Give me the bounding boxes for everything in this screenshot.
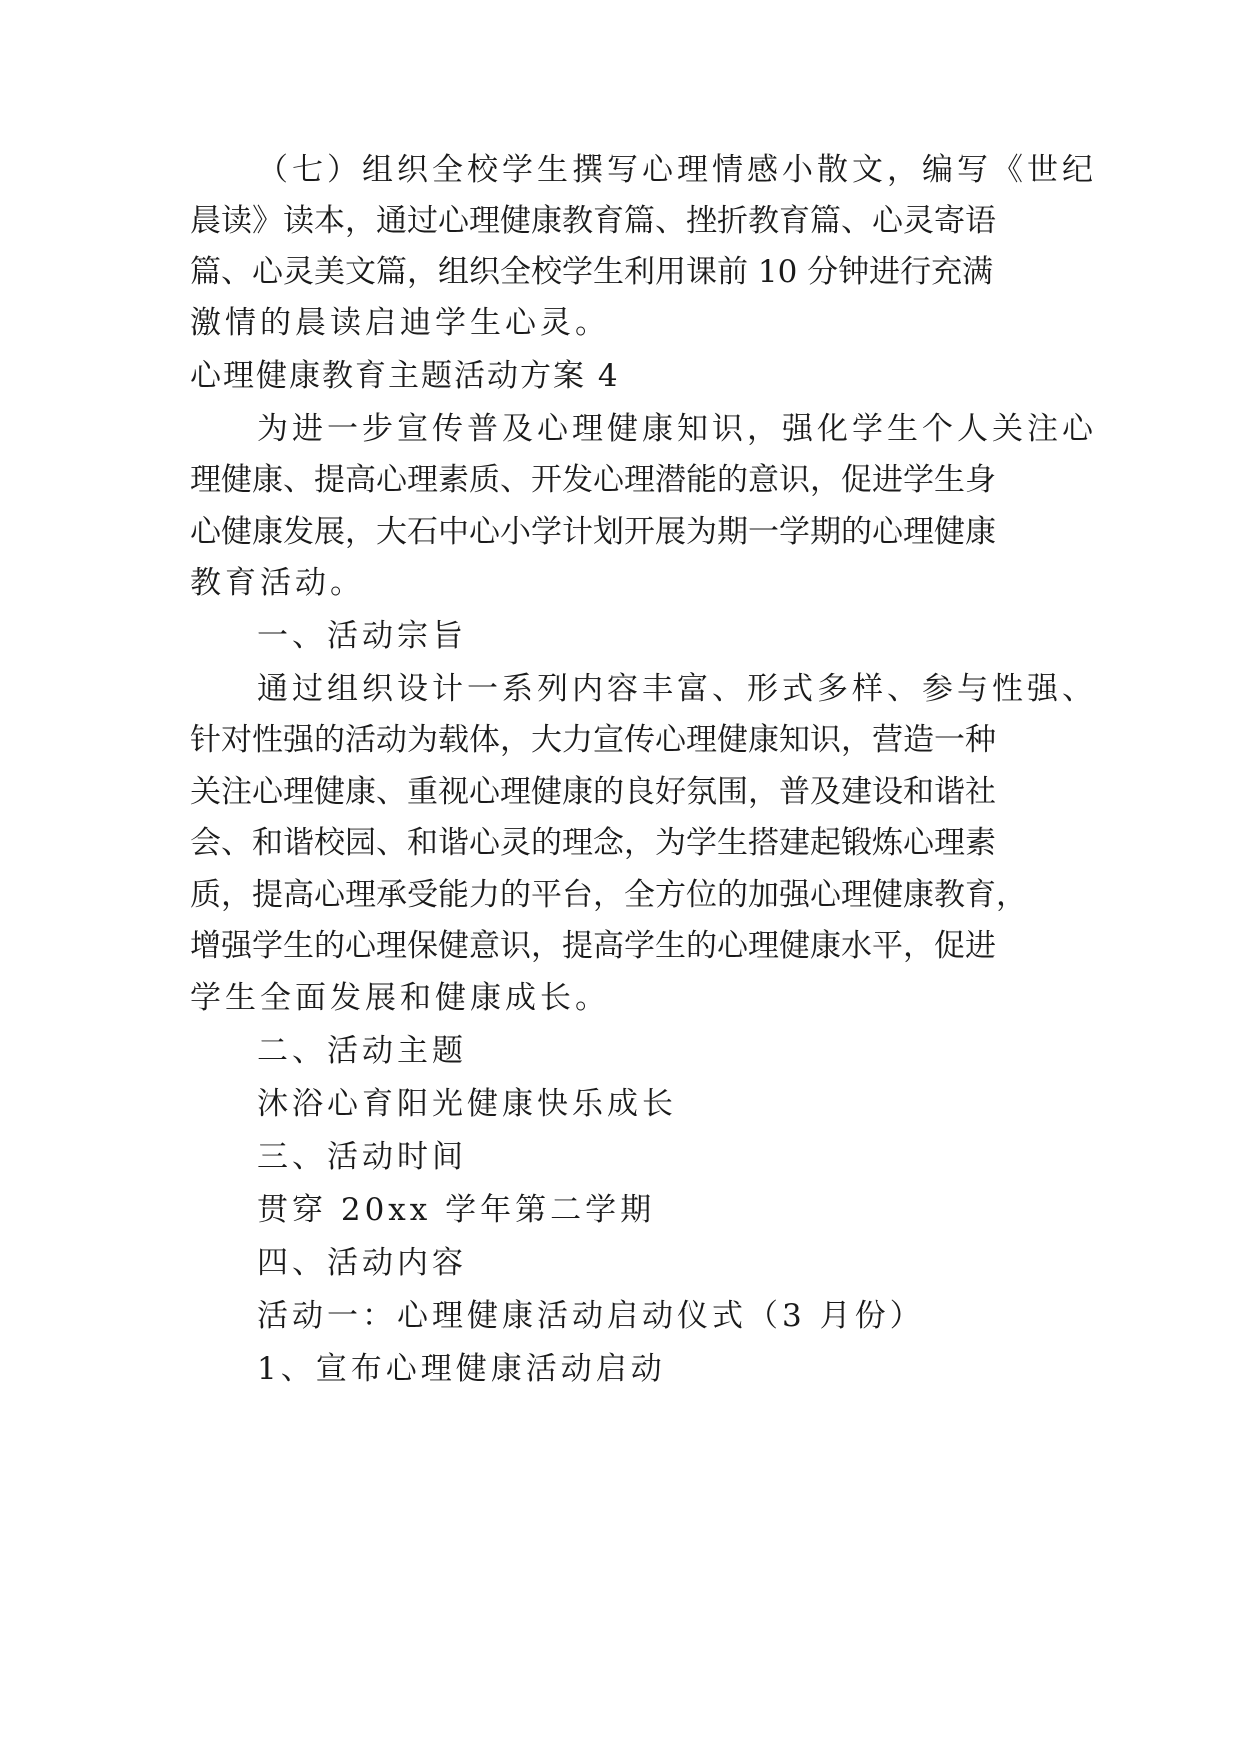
paragraph-line: 篇、心灵美文篇，组织全校学生利用课前 10 分钟进行充满 xyxy=(190,254,994,290)
paragraph-line: 学生全面发展和健康成长。 xyxy=(190,980,610,1016)
paragraph-line: 沐浴心育阳光健康快乐成长 xyxy=(257,1086,677,1122)
paragraph-line: 教育活动。 xyxy=(190,565,365,601)
section-heading: 三、活动时间 xyxy=(257,1139,467,1175)
paragraph-line: 通过组织设计一系列内容丰富、形式多样、参与性强、 xyxy=(257,671,1097,707)
paragraph-line: 增强学生的心理保健意识，提高学生的心理健康水平，促进 xyxy=(190,928,996,964)
paragraph-line: 理健康、提高心理素质、开发心理潜能的意识，促进学生身 xyxy=(190,462,996,498)
section-heading: 二、活动主题 xyxy=(257,1033,467,1069)
paragraph-line: 心健康发展，大石中心小学计划开展为期一学期的心理健康 xyxy=(190,514,996,550)
paragraph-line: 激情的晨读启迪学生心灵。 xyxy=(190,305,610,341)
paragraph-line: 贯穿 20xx 学年第二学期 xyxy=(257,1192,656,1228)
section-heading: 四、活动内容 xyxy=(257,1245,467,1281)
paragraph-line: 1、宣布心理健康活动启动 xyxy=(257,1351,666,1387)
paragraph-line: （七）组织全校学生撰写心理情感小散文，编写《世纪 xyxy=(257,152,1097,188)
paragraph-line: 会、和谐校园、和谐心灵的理念，为学生搭建起锻炼心理素 xyxy=(190,825,996,861)
paragraph-line: 针对性强的活动为载体，大力宣传心理健康知识，营造一种 xyxy=(190,722,996,758)
paragraph-line: 晨读》读本，通过心理健康教育篇、挫折教育篇、心灵寄语 xyxy=(190,203,996,239)
paragraph-line: 为进一步宣传普及心理健康知识，强化学生个人关注心 xyxy=(257,411,1097,447)
paragraph-line: 质，提高心理承受能力的平台，全方位的加强心理健康教育， xyxy=(190,877,1027,913)
paragraph-line: 关注心理健康、重视心理健康的良好氛围，普及建设和谐社 xyxy=(190,774,996,810)
section-title: 心理健康教育主题活动方案 4 xyxy=(190,358,620,394)
section-heading: 一、活动宗旨 xyxy=(257,618,467,654)
paragraph-line: 活动一：心理健康活动启动仪式（3 月份） xyxy=(257,1298,925,1334)
